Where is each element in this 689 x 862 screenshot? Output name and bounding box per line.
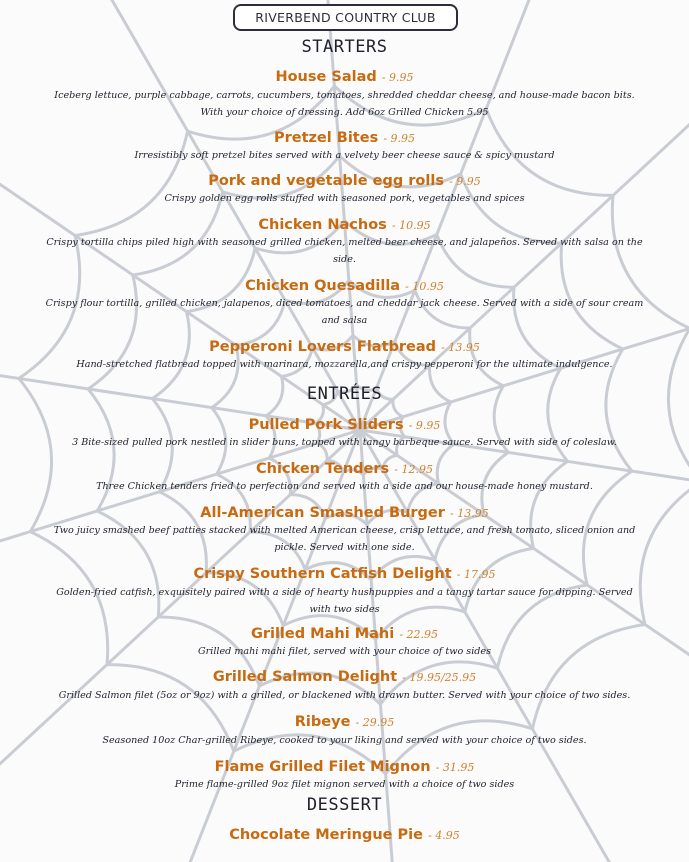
menu-item-ribeye xyxy=(0,711,689,730)
section-title-entrees: ENTRÉES xyxy=(306,384,383,404)
section-title-dessert: DESSERT xyxy=(306,795,383,815)
item-description: Crispy tortilla chips piled high with seasoned grilled chicken, melted beer cheese, and jalapeños. Served with salsa on the side. xyxy=(46,237,643,265)
item-price: - 10.95 xyxy=(405,280,444,293)
item-description: Grilled Salmon filet (5oz or 9oz) with a grilled, or blackened with drawn butter. Served with your choice of two sides. xyxy=(58,690,631,701)
menu-item-chicken-nachos xyxy=(0,214,689,233)
menu-item-catfish-delight xyxy=(0,563,689,582)
item-price: - 12.95 xyxy=(394,463,433,476)
menu-item-chicken-quesadilla xyxy=(0,275,689,294)
item-description: Crispy flour tortilla, grilled chicken, jalapenos, diced tomatoes, and cheddar jack cheese. Served with a side of sour cream and salsa xyxy=(45,298,644,326)
item-name: Grilled Mahi Mahi xyxy=(250,626,395,642)
item-description: Seasoned 10oz Char-grilled Ribeye, cooked to your liking and served with your choice of two sides. xyxy=(102,735,587,746)
item-name: All-American Smashed Burger xyxy=(200,505,445,521)
item-name: Pretzel Bites xyxy=(273,130,379,146)
menu-item-house-salad xyxy=(0,66,689,85)
item-description: Hand-stretched flatbread topped with marinara, mozzarella,and crispy pepperoni for the ultimate indulgence. xyxy=(76,359,613,370)
item-name: Chicken Nachos xyxy=(258,217,387,233)
item-price: - 29.95 xyxy=(355,716,395,729)
item-name: House Salad xyxy=(275,69,377,85)
item-description: Irresistibly soft pretzel bites served with a velvety beer cheese sauce & spicy mustard xyxy=(134,150,555,161)
item-description: 3 Bite-sized pulled pork nestled in slider buns, topped with tangy barbeque sauce. Served with side of coleslaw. xyxy=(72,437,617,448)
item-price: - 9.95 xyxy=(381,71,414,84)
item-description: Three Chicken tenders fried to perfection and served with a side and our house-made honey mustard. xyxy=(96,481,593,492)
item-name: Pork and vegetable egg rolls xyxy=(208,173,444,189)
item-price: - 9.95 xyxy=(383,132,416,145)
item-description: Grilled mahi mahi filet, served with your choice of two sides xyxy=(198,646,491,657)
menu-item-pulled-pork-sliders xyxy=(0,414,689,433)
menu-item-egg-rolls xyxy=(0,170,689,189)
item-description: Golden-fried catfish, exquisitely paired with a side of hearty hushpuppies and a tangy tartar sauce for dipping. Served with two sides xyxy=(56,587,633,615)
item-description: Prime flame-grilled 9oz filet mignon served with a choice of two sides xyxy=(174,779,515,790)
item-price: - 9.95 xyxy=(408,419,441,432)
menu-item-salmon-delight xyxy=(0,666,689,685)
item-price: - 4.95 xyxy=(428,829,460,842)
item-price: - 13.95 xyxy=(441,341,480,354)
item-name: Crispy Southern Catfish Delight xyxy=(193,566,452,582)
club-name-banner xyxy=(233,4,458,31)
item-name: Pulled Pork Sliders xyxy=(248,417,404,433)
menu-item-smashed-burger xyxy=(0,502,689,521)
section-title-starters: STARTERS xyxy=(301,37,388,57)
item-name: Chicken Quesadilla xyxy=(245,278,401,294)
menu-item-chicken-tenders xyxy=(0,458,689,477)
item-price: - 9.95 xyxy=(449,175,481,188)
item-price: - 22.95 xyxy=(399,628,439,641)
item-name: Chicken Tenders xyxy=(256,461,390,477)
menu-item-mahi-mahi xyxy=(0,623,689,642)
club-name: RIVERBEND COUNTRY CLUB xyxy=(255,10,436,25)
menu-item-filet-mignon xyxy=(0,756,689,775)
item-price: - 17.95 xyxy=(456,568,496,581)
item-name: Pepperoni Lovers Flatbread xyxy=(209,339,437,355)
item-price: - 10.95 xyxy=(391,219,431,232)
item-name: Ribeye xyxy=(294,714,351,730)
menu-item-meringue-pie xyxy=(0,824,689,843)
menu-item-pretzel-bites xyxy=(0,127,689,146)
item-description: Crispy golden egg rolls stuffed with seasoned pork, vegetables and spices xyxy=(164,193,525,204)
item-price: - 31.95 xyxy=(435,761,475,774)
item-description: Two juicy smashed beef patties stacked with melted American cheese, crisp lettuce, and fresh tomato, sliced onion and pickle. Served with one side. xyxy=(53,525,636,553)
item-price: - 13.95 xyxy=(450,507,489,520)
item-price: - 19.95/25.95 xyxy=(402,671,477,684)
item-name: Grilled Salmon Delight xyxy=(212,669,398,685)
item-description: Iceberg lettuce, purple cabbage, carrots, cucumbers, tomatoes, shredded cheddar cheese, and house-made bacon bits. With your choice of dressing. Add 6oz Grilled Chicken 5.95 xyxy=(54,90,635,118)
item-name: Flame Grilled Filet Mignon xyxy=(214,759,431,775)
menu-item-pepperoni-flatbread xyxy=(0,336,689,355)
item-name: Chocolate Meringue Pie xyxy=(229,827,423,843)
